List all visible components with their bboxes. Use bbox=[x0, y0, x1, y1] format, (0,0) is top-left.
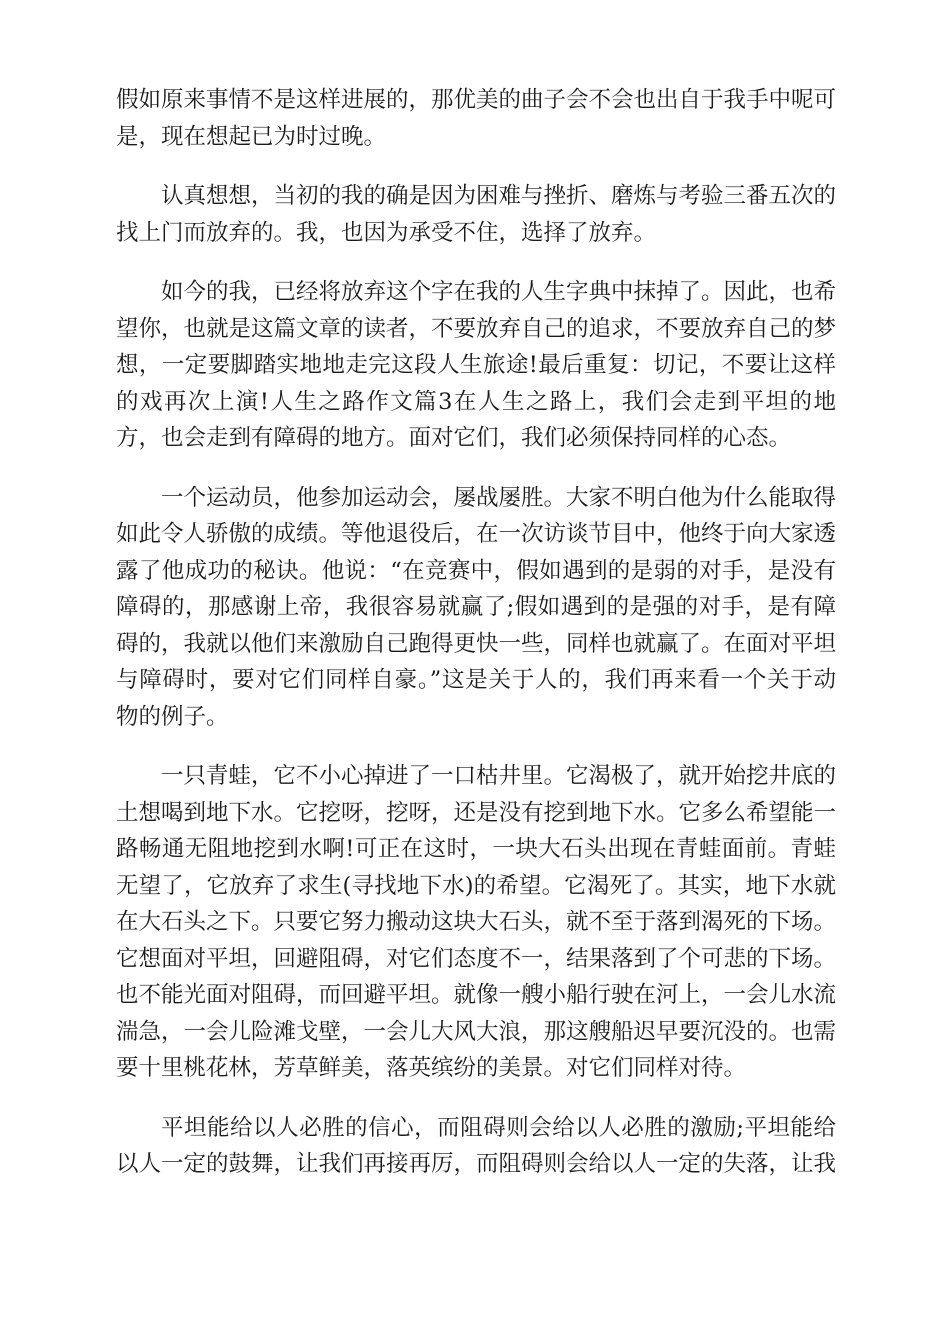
paragraph-5: 一只青蛙，它不小心掉进了一口枯井里。它渴极了，就开始挖井底的土想喝到地下水。它挖呀，挖呀，还是没有挖到地下水。它多么希望能一路畅通无阻地挖到水啊!可正在这时，一块大石头出现在青蛙面前。青蛙无望了，它放弃了求生(寻找地下水)的希望。它渴死了。其实，地下水就在大石头之下。只要它努力搬动这块大石头，就不至于落到渴死的下场。它想面对平坦，回避阻碍，对它们态度不一，结果落到了个可悲的下场。也不能光面对阻碍，而回避平坦。就像一艘小船行驶在河上，一会儿水流湍急，一会儿险滩戈壁，一会儿大风大浪，那这艘船迟早要沉没的。也需要十里桃花林，芳草鲜美，落英缤纷的美景。对它们同样对待。 bbox=[116, 763, 837, 1081]
paragraph-2: 认真想想，当初的我的确是因为困难与挫折、磨炼与考验三番五次的找上门而放弃的。我，也因为承受不住，选择了放弃。 bbox=[116, 183, 837, 246]
paragraph-3: 如今的我，已经将放弃这个字在我的人生字典中抹掉了。因此，也希望你，也就是这篇文章的读者，不要放弃自己的追求，不要放弃自己的梦想，一定要脚踏实地地走完这段人生旅途!最后重复：切记，不要让这样的戏再次上演!人生之路作文篇3在人生之路上，我们会走到平坦的地方，也会走到有障碍的地方。面对它们，我们必须保持同样的心态。 bbox=[116, 279, 837, 451]
paragraph-1: 假如原来事情不是这样进展的，那优美的曲子会不会也出自于我手中呢可是，现在想起已为时过晚。 bbox=[116, 87, 837, 150]
paragraph-6: 平坦能给以人必胜的信心，而阻碍则会给以人必胜的激励;平坦能给以人一定的鼓舞，让我们再接再厉，而阻碍则会给以人一定的失落，让我 bbox=[116, 1114, 837, 1177]
document-body bbox=[116, 82, 836, 1206]
paragraph-4: 一个运动员，他参加运动会，屡战屡胜。大家不明白他为什么能取得如此令人骄傲的成绩。等他退役后，在一次访谈节目中，他终于向大家透露了他成功的秘诀。他说：“在竞赛中，假如遇到的是弱的对手，是没有障碍的，那感谢上帝，我很容易就赢了;假如遇到的是强的对手，是有障碍的，我就以他们来激励自己跑得更快一些，同样也就赢了。在面对平坦与障碍时，要对它们同样自豪。”这是关于人的，我们再来看一个关于动物的例子。 bbox=[116, 484, 837, 730]
